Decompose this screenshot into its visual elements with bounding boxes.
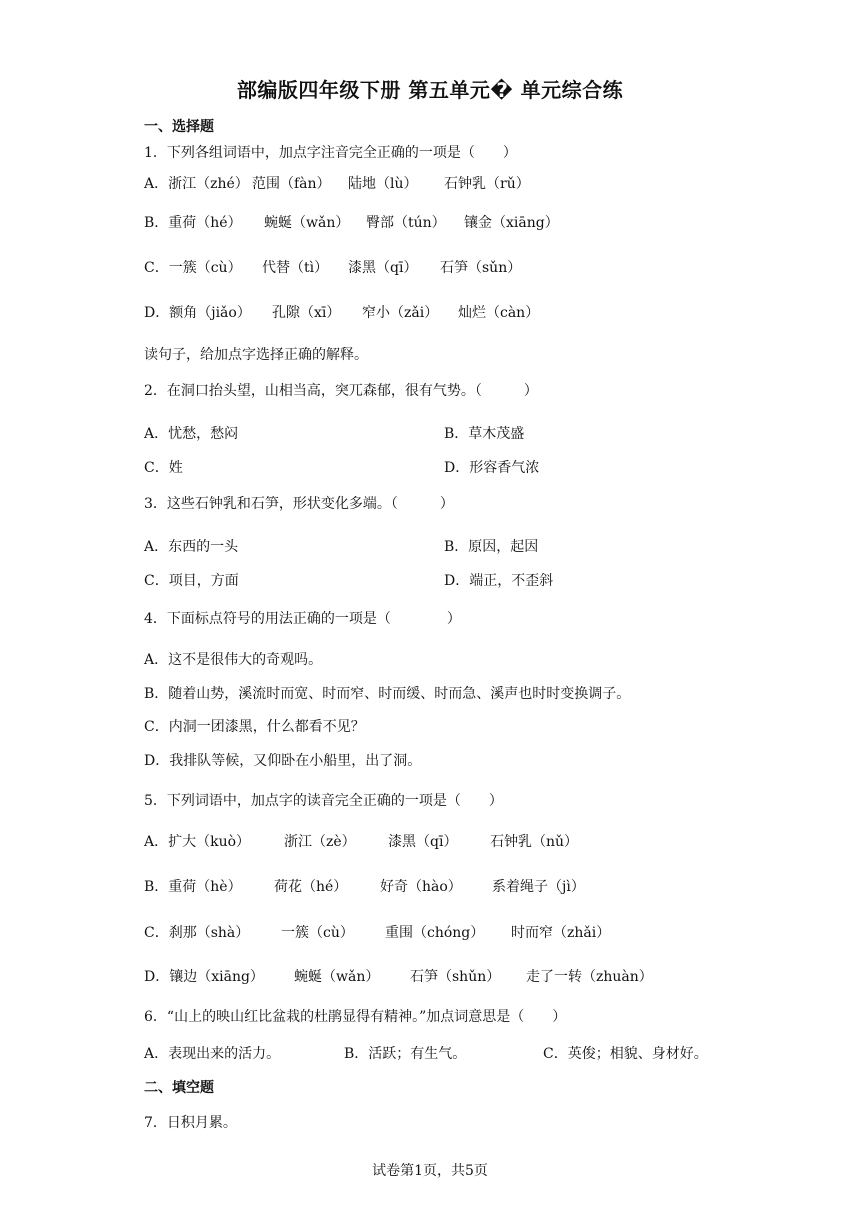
question-1-option-d [144,302,539,322]
section-heading-choice: 一、选择题 [144,119,214,135]
page-footer: 试卷第1页，共5页 [372,1163,488,1179]
option-text: 好奇（hào） [380,879,462,895]
option-text: 窄小（zǎi） [362,305,439,321]
question-6-option-c: C．英俊；相貌、身材好。 [543,1046,708,1062]
option-text: 浙江（zè） [284,834,356,850]
option-text: D．镶边（xiāng） [144,969,264,985]
question-4-stem: 4．下面标点符号的用法正确的一项是（ ） [144,611,461,627]
option-text: 代替（tì） [262,260,329,276]
question-1-option-c [144,257,521,277]
question-2-option-c: C．姓 [144,460,183,476]
question-2-stem: 2．在洞口抬头望，山相当高，突兀森郁，很有气势。（ ） [144,383,538,399]
section-heading-fill: 二、填空题 [144,1080,214,1096]
question-1-option-a [144,173,530,193]
option-text: 灿烂（càn） [458,305,540,321]
option-text: A．浙江（zhé） [144,176,249,192]
option-text: 陆地（lù） [348,176,418,192]
option-text: 漆黑（qī） [348,260,418,276]
option-text: 走了一转（zhuàn） [526,969,653,985]
option-text: 石笋（shǔn） [410,969,501,985]
question-3-stem: 3．这些石钟乳和石笋，形状变化多端。（ ） [144,496,454,512]
option-text: B．重荷（hé） [144,215,242,231]
question-1-option-b [144,212,559,232]
option-text: 孔隙（xī） [272,305,341,321]
option-text: 漆黑（qī） [388,834,458,850]
option-text: D．额角（jiǎo） [144,305,251,321]
question-5-option-c [144,922,610,942]
question-5-option-a [144,831,578,851]
question-4-option-b: B．随着山势，溪流时而宽、时而窄、时而缓、时而急、溪声也时时变换调子。 [144,686,631,702]
option-text: 石笋（sǔn） [440,260,522,276]
question-4-option-d: D．我排队等候，又仰卧在小船里，出了洞。 [144,753,422,769]
question-5-option-b [144,876,585,896]
option-text: 荷花（hé） [274,879,348,895]
instruction-text: 读句子，给加点字选择正确的解释。 [144,347,368,363]
option-text: 系着绳子（jì） [492,879,585,895]
question-3-option-d: D．端正，不歪斜 [444,573,554,589]
option-text: B．重荷（hè） [144,879,242,895]
option-text: 范围（fàn） [252,176,331,192]
option-text: 石钟乳（nǔ） [490,834,579,850]
option-text: 蜿蜒（wǎn） [294,969,380,985]
page-title: 部编版四年级下册 第五单元� 单元综合练 [236,78,624,102]
question-2-option-b: B．草木茂盛 [444,426,525,442]
option-text: 石钟乳（rǔ） [444,176,530,192]
question-4-option-a: A．这不是很伟大的奇观吗。 [144,652,323,668]
option-text: 重围（chóng） [385,925,485,941]
option-text: 臀部（tún） [366,215,446,231]
question-3-option-a: A．东西的一头 [144,539,239,555]
question-5-stem: 5．下列词语中，加点字的读音完全正确的一项是（ ） [144,793,503,809]
question-3-option-c: C．项目，方面 [144,573,239,589]
option-text: 蜿蜒（wǎn） [264,215,350,231]
question-2-option-a: A．忧愁，愁闷 [144,426,239,442]
option-text: A．扩大（kuò） [144,834,251,850]
question-6-stem: 6．“山上的映山红比盆栽的杜鹃显得有精神。”加点词意思是（ ） [144,1009,567,1025]
option-text: 时而窄（zhǎi） [511,925,611,941]
question-2-option-d: D．形容香气浓 [444,460,540,476]
option-text: 镶金（xiāng） [464,215,559,231]
option-text: 一簇（cù） [281,925,354,941]
question-7-stem: 7．日积月累。 [144,1115,237,1131]
option-text: C．一簇（cù） [144,260,242,276]
question-3-option-b: B．原因，起因 [444,539,539,555]
question-6-option-a: A．表现出来的活力。 [144,1046,281,1062]
question-5-option-d [144,966,653,986]
question-6-option-b: B．活跃；有生气。 [344,1046,467,1062]
option-text: C．刹那（shà） [144,925,250,941]
question-1-stem: 1．下列各组词语中，加点字注音完全正确的一项是（ ） [144,145,517,161]
question-4-option-c: C．内洞一团漆黑，什么都看不见？ [144,719,365,735]
